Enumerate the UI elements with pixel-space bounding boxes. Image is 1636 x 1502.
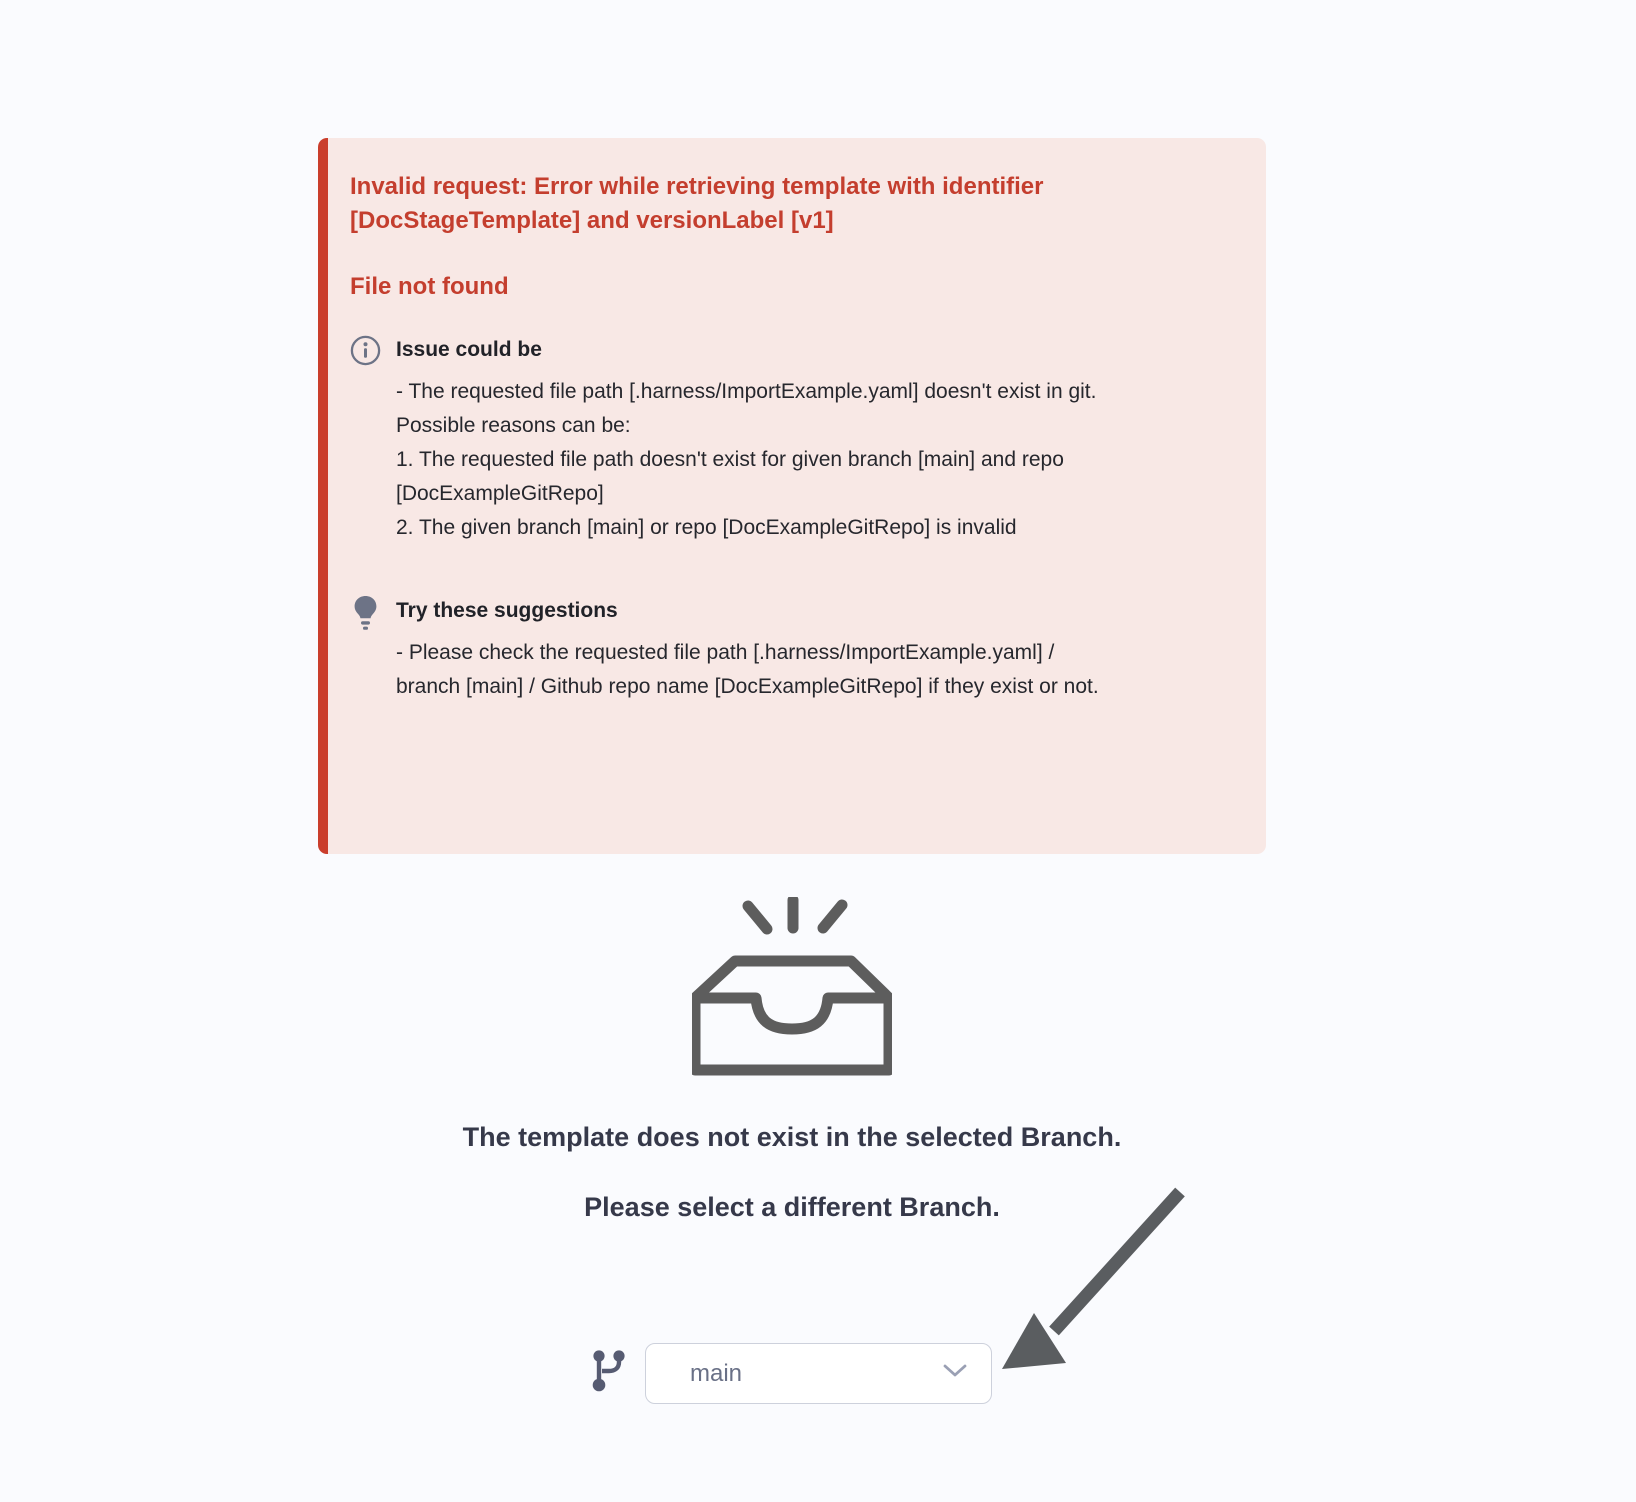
chevron-down-icon xyxy=(943,1364,967,1383)
suggestions-lines xyxy=(396,636,1106,704)
error-callout xyxy=(318,138,1266,854)
issue-heading: Issue could be xyxy=(396,338,542,361)
issue-section xyxy=(350,334,1180,545)
arrow-pointer-icon xyxy=(988,1183,1198,1388)
empty-state-hint: Please select a different Branch. xyxy=(584,1192,1000,1222)
issue-line: 1. The requested file path doesn't exist for given branch [main] and repo [DocExampleGitRepo] xyxy=(396,448,1064,505)
git-branch-icon xyxy=(590,1348,628,1397)
issue-line: - The requested file path [.harness/ImportExample.yaml] doesn't exist in git. Possible reasons can be: xyxy=(396,380,1097,437)
suggestions-heading: Try these suggestions xyxy=(396,599,618,622)
error-title: Invalid request: Error while retrieving template with identifier [DocStageTemplate] and versionLabel [v1] xyxy=(350,173,1044,234)
suggestions-section xyxy=(350,595,1180,704)
empty-inbox-icon xyxy=(692,897,892,1082)
lightbulb-icon xyxy=(350,595,382,637)
issue-lines xyxy=(396,375,1106,545)
branch-select-value: main xyxy=(690,1359,743,1387)
info-icon xyxy=(350,334,382,371)
empty-state-message: The template does not exist in the selected Branch. xyxy=(462,1122,1122,1152)
error-subtitle: File not found xyxy=(350,273,509,300)
issue-line: 2. The given branch [main] or repo [DocExampleGitRepo] is invalid xyxy=(396,516,1017,539)
branch-select[interactable] xyxy=(645,1343,992,1404)
issue-body xyxy=(396,334,1106,545)
suggestion-line: - Please check the requested file path [.harness/ImportExample.yaml] / branch [main] / Github repo name [DocExampleGitRepo] if they exist or not. xyxy=(396,641,1099,698)
suggestions-body xyxy=(396,595,1106,704)
